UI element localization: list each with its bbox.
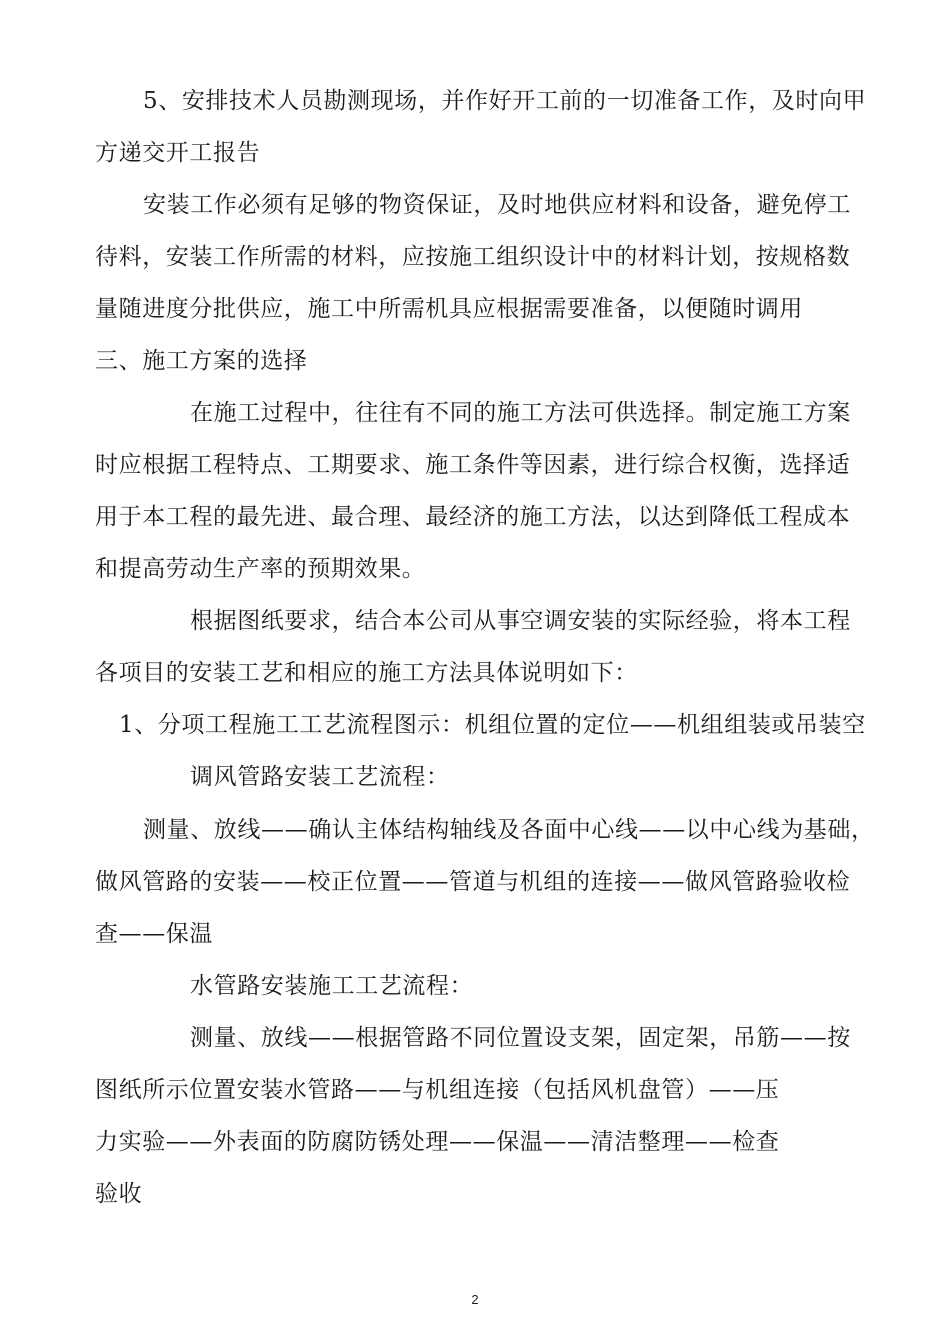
paragraph-line: 验收 <box>95 1181 143 1207</box>
paragraph-line: 和提高劳动生产率的预期效果。 <box>95 556 426 582</box>
paragraph-line: 做风管路的安装——校正位置——管道与机组的连接——做风管路验收检 <box>95 869 851 895</box>
paragraph-line: 水管路安装施工工艺流程： <box>190 973 474 999</box>
paragraph-line: 5、安排技术人员勘测现场，并作好开工前的一切准备工作，及时向甲 <box>143 88 867 114</box>
paragraph-line: 方递交开工报告 <box>95 140 261 166</box>
paragraph-line: 1、分项工程施工工艺流程图示：机组位置的定位——机组组装或吊装空 <box>119 712 866 738</box>
page-number: 2 <box>471 1292 479 1307</box>
paragraph-line: 查——保温 <box>95 921 213 947</box>
paragraph-line: 待料，安装工作所需的材料，应按施工组织设计中的材料计划，按规格数 <box>95 244 851 270</box>
paragraph-line: 图纸所示位置安装水管路——与机组连接（包括风机盘管）——压 <box>95 1077 780 1103</box>
paragraph-line: 时应根据工程特点、工期要求、施工条件等因素，进行综合权衡，选择适 <box>95 452 851 478</box>
paragraph-line: 量随进度分批供应，施工中所需机具应根据需要准备，以便随时调用 <box>95 296 803 322</box>
paragraph-line: 根据图纸要求，结合本公司从事空调安装的实际经验，将本工程 <box>190 608 851 634</box>
paragraph-line: 调风管路安装工艺流程： <box>190 764 450 790</box>
paragraph-line: 测量、放线——根据管路不同位置设支架，固定架，吊筋——按 <box>190 1025 851 1051</box>
paragraph-line: 各项目的安装工艺和相应的施工方法具体说明如下： <box>95 660 638 686</box>
section-heading: 三、施工方案的选择 <box>95 348 308 374</box>
paragraph-line: 力实验——外表面的防腐防锈处理——保温——清洁整理——检查 <box>95 1129 780 1155</box>
paragraph-line: 测量、放线——确认主体结构轴线及各面中心线——以中心线为基础， <box>143 817 875 843</box>
paragraph-line: 安装工作必须有足够的物资保证，及时地供应材料和设备，避免停工 <box>143 192 851 218</box>
paragraph-line: 用于本工程的最先进、最合理、最经济的施工方法，以达到降低工程成本 <box>95 504 851 530</box>
paragraph-line: 在施工过程中，往往有不同的施工方法可供选择。制定施工方案 <box>190 400 851 426</box>
